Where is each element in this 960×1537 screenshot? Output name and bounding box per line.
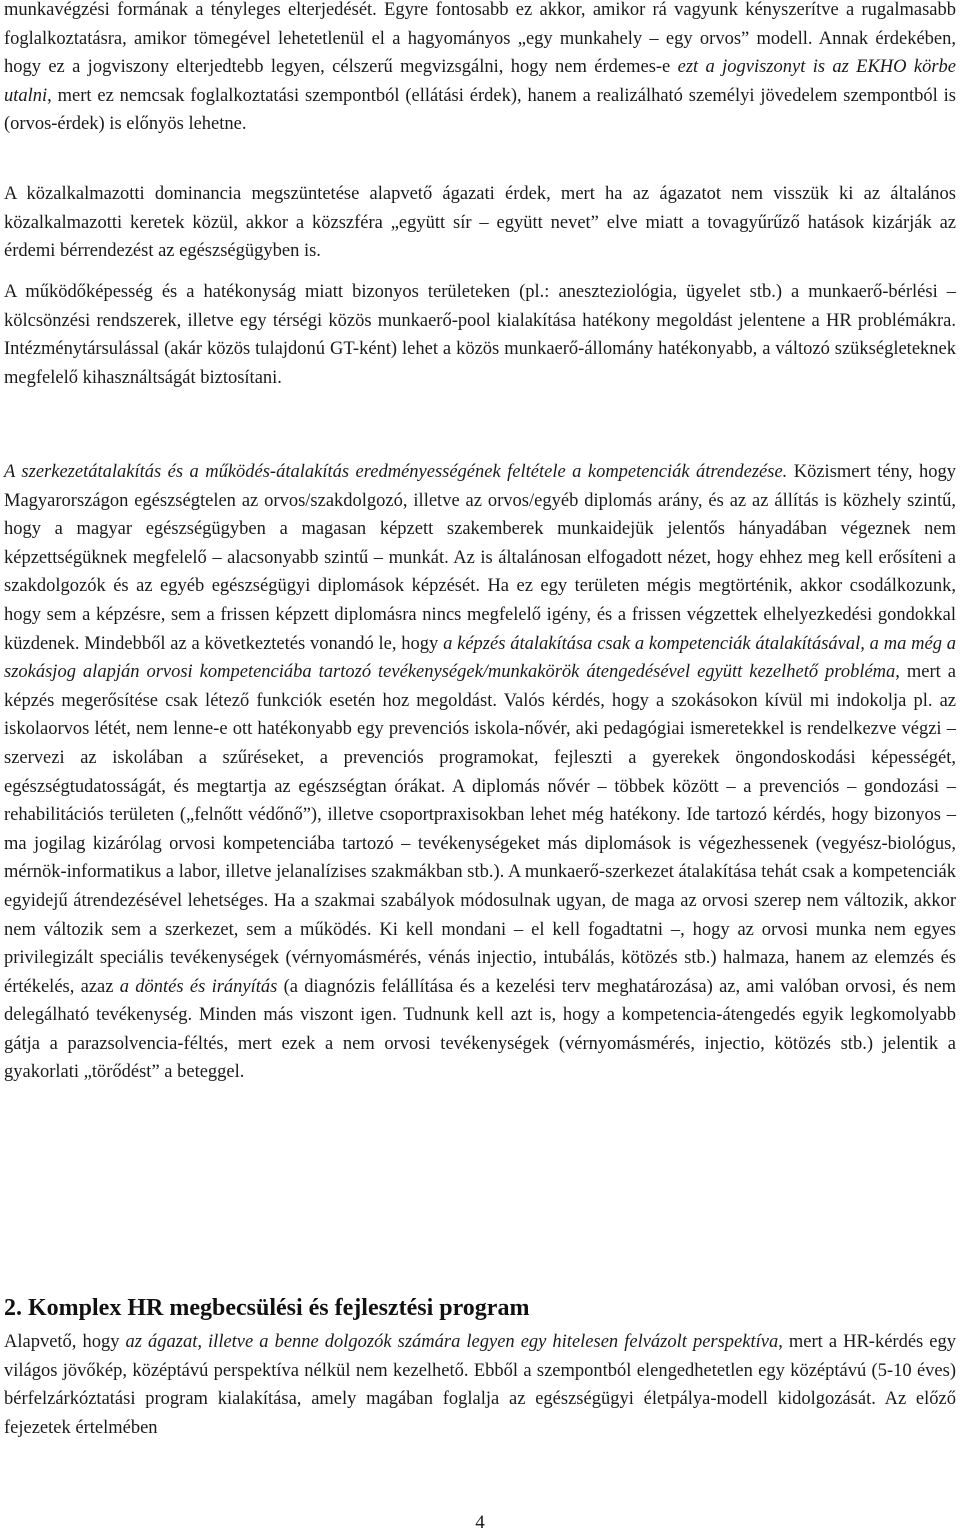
paragraph-perspektiva [4,1328,956,1442]
text-run: (a diagnózis felállítása és a kezelési terv meghatározása) az, ami valóban orvosi, és nem delegálható tevékenység. Minden más viszont igen. Tudnunk kell azt is, hogy a kompetencia-átengedés egyik legkomolyabb gátja a parazsolvencia-féltés, mert ezek a nem orvosi tevékenységek (vérnyomásmérés, injectio, kötözés stb.) jelentik a gyakorlati „törődést” a beteggel. [4,976,956,1083]
text-run: , mert a HR-kérdés egy világos jövőkép, középtávú perspektíva nélkül nem kezelhető. Ebből a szempontból elengedhetetlen egy középtávú (5-10 éves) bérfelzárkóztatási program kialakítása, amely magában foglalja az egészségügyi életpálya-modell kidolgozását. Az előző fejezetek értelmében [4,1332,956,1438]
italic-run: A szerkezetátalakítás és a működés-átalakítás eredményességének feltétele a kompetenciák átrendezése. [4,462,788,482]
text-run: munkavégzési formának a tényleges elterjedését. Egyre fontosabb ez akkor, amikor rá vagyunk kényszerítve a rugalmasabb foglalkoztatásra, amikor tömegével lehetetlenül el a hagyományos „egy munkahely – egy orvos” modell. Annak érdekében, hogy ez a jogviszony elterjedtebb legyen, célszerű megvizsgálni, hogy nem érdemes-e [4,0,956,78]
italic-run: a képzés átalakítása csak a kompetenciák átalakításával, a ma még a szokásjog alapján orvosi kompetenciába tartozó tevékenységek/munkakörök átengedésével együtt kezelhető probléma [4,633,956,683]
italic-run: ezt a jogviszonyt is az EKHO körbe utalni [4,57,957,106]
italic-run: a döntés és irányítás [119,976,278,997]
italic-run: az ágazat, illetve a benne dolgozók számára legyen egy hitelesen felvázolt perspektíva [125,1332,779,1352]
text-run: Közismert tény, hogy Magyarországon egészségtelen az orvos/szakdolgozó, illetve az orvos/egyéb diplomás arány, és az az állítás is közhely szintű, hogy a magyar egészségügyben a magasan képzett szakemberek munkaidejük jelentős hányadában végeznek nem képzettségüknek megfelelő – alacsonyabb szintű – munkát. Az is általánosan elfogadott nézet, hogy ehhez meg kell erősíteni a szakdolgozók és az egyéb egészségügyi diplomások képzését. Ha ez egy területen mégis megtörténik, akkor csodálkozunk, hogy sem a képzésre, sem a frissen képzett diplomásra nincs megfelelő igény, és a frissen végzettek elhelyezkedési gondokkal küzdenek. Mindebből az a következtetés vonandó le, hogy [4,462,956,654]
section-heading: 2. Komplex HR megbecsülési és fejlesztési program [4,1295,530,1321]
paragraph-kozalkalmazotti: A közalkalmazotti dominancia megszüntetése alapvető ágazati érdek, mert ha az ágazatot nem visszük ki az általános közalkalmazotti keretek közül, akkor a közszféra „együtt sír – együtt nevet” elve miatt a tovagyűrűző hatások kizárják az érdemi bérrendezést az egészségügyben is. [4,184,956,262]
text-run: Alapvető, hogy [4,1332,126,1352]
paragraph-kompetenciak [4,458,956,1087]
text-run: , mert a képzés megerősítése csak létező funkciók esetén hoz megoldást. Valós kérdés, hogy a szokásokon kívül mi indokolja pl. az iskolaorvos létét, nem lenne-e ott hatékonyabb egy prevenciós iskola-nővér, aki pedagógiai ismeretekkel is rendelkezve végzi –szervezi az iskolában a szűréseket, a prevenciós programokat, fejleszti a gyerekek öngondoskodási képességét, egészségtudatosságát, és megtartja az egészségtan órákat. A diplomás nővér – többek között – a prevenciós – gondozási – rehabilitációs területen („felnőtt védőnő”), illetve csoportpraxisokban lehet még hatékony. Ide tartozó kérdés, hogy bizonyos – ma jogilag kizárólag orvosi kompetenciába tartozó – tevékenységeket más diplomások is végezhessenek (vegyész-biológus, mérnök-informatikus a labor, illetve jelanalízises szakmákban stb.). A munkaerő-szerkezet átalakítása tehát csak a kompetenciák egyidejű átrendezésével lehetséges. Ha a szakmai szabályok módosulnak ugyan, de maga az orvosi szerep nem változik, akkor nem változik sem a szerkezet, sem a működés. Ki kell mondani – el kell fogadtatni –, hogy az orvosi munka nem egyes privilegizált speciális tevékenységek (vérnyomásmérés, vénás injectio, intubálás, kötözés stb.) halmaza, hanem az elemzés és értékelés, azaz [4,662,956,997]
text-run: , mert ez nemcsak foglalkoztatási szempontból (ellátási érdek), hanem a realizálható személyi jövedelem szempontból is (orvos-érdek) is előnyös lehetne. [4,85,956,135]
paragraph-ekho [4,0,956,139]
paragraph-mukodokepesseg: A működőképesség és a hatékonyság miatt bizonyos területeken (pl.: aneszteziológia, ügyelet stb.) a munkaerő-bérlési – kölcsönzési rendszerek, illetve egy térségi közös munkaerő-pool kialakítása hatékony megoldást jelentene a HR problémákra. Intézménytársulással (akár közös tulajdonú GT-ként) lehet a közös munkaerő-állomány hatékonyabb, a változó szükségleteknek megfelelő kihasználtságát biztosítani. [4,282,956,388]
page-number: 4 [475,1512,485,1533]
